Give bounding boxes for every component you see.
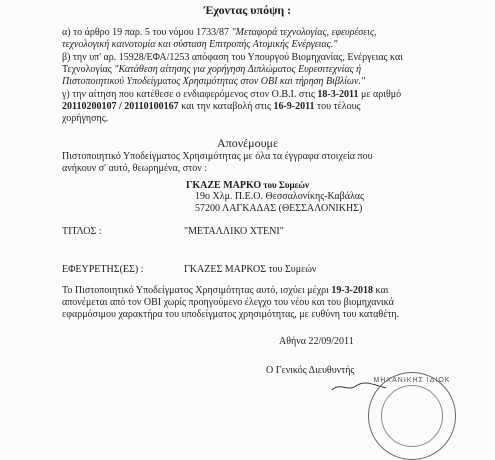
- consideration-b-line2: Τεχνολογίας "Κατάθεση αίτησης για χορήγηση Διπλώματος Ευρεσιτεχνίας ή: [62, 64, 362, 75]
- title-label: ΤΙΤΛΟΣ :: [62, 226, 102, 237]
- validity-line2: απονέμεται από τον ΟΒΙ χωρίς προηγούμενο έλεγχο του νέου και του βιομηχανικά: [62, 297, 394, 308]
- place-date: Αθήνα 22/09/2011: [279, 336, 354, 347]
- inventor-label: ΕΦΕΥΡΕΤΗΣ(ΕΣ) :: [62, 264, 144, 275]
- consideration-b-line3: Πιστοποιητικού Υποδείγματος Χρησιμότητας στον ΟΒΙ και τήρηση Βιβλίων.": [62, 76, 366, 87]
- inventor-value: ΓΚΑΖΕΣ ΜΑΡΚΟΣ του Συμεών: [184, 264, 317, 275]
- signatory-title: Ο Γενικός Διευθυντής: [266, 365, 355, 376]
- title-value: "ΜΕΤΑΛΛΙΚΟ ΧΤΕΝΙ": [184, 226, 284, 237]
- stamp-inner-ring: [381, 385, 443, 447]
- recipient-address-line2: 57200 ΛΑΓΚΑΔΑΣ (ΘΕΣΣΑΛΟΝΙΚΗΣ): [195, 203, 363, 214]
- award-heading: Απονέμουμε: [216, 136, 279, 150]
- award-line2: ανήκουν σ' αυτό, θεωρημένα, στον :: [62, 163, 208, 174]
- consideration-b: β) την υπ' αρ. 15928/ΕΦΑ/1253 απόφαση του Υπουργού Βιομηχανίας, Ενέργειας και: [62, 52, 403, 63]
- considerations-heading: Έχοντας υπόψη :: [203, 3, 292, 17]
- official-stamp: [368, 372, 456, 460]
- consideration-c-line3: χορήγησης.: [62, 113, 109, 124]
- application-date: 18-3-2011: [317, 89, 359, 100]
- validity-line3: εφαρμόσιμου χαρακτήρα του υποδείγματος χρησιμότητας, με ευθύνη του καταθέτη.: [62, 309, 400, 320]
- recipient-address-line1: 19ο Χλμ. Π.Ε.Ο. Θεσσαλονίκης-Καβάλας: [195, 191, 365, 202]
- consideration-c-line2: 20110200107 / 20110100167 και την καταβολή στις 16-9-2011 του τέλους: [62, 101, 361, 112]
- fee-payment-date: 16-9-2011: [273, 101, 315, 112]
- consideration-a-cont: τεχνολογική καινοτομία και σύσταση Επιτροπής Ατομικής Ενέργειας.": [62, 39, 338, 50]
- validity-line1: Το Πιστοποιητικό Υποδείγματος Χρησιμότητας αυτό, ισχύει μέχρι 19-3-2018 και: [62, 285, 389, 296]
- stamp-text: ΜΗΧΑΝΙΚΗΣ ΙΔΙΟΚ: [373, 377, 451, 384]
- award-line1: Πιστοποιητικό Υποδείγματος Χρησιμότητας με όλα τα έγγραφα στοιχεία που: [62, 151, 373, 162]
- consideration-c: γ) την αίτηση που κατέθεσε ο ενδιαφερόμενος στον Ο.Β.Ι. στις 18-3-2011 με αριθμό: [62, 89, 402, 100]
- recipient-name: ΓΚΑΖΕ ΜΑΡΚΟ του Συμεών: [186, 180, 310, 191]
- consideration-a: α) το άρθρο 19 παρ. 5 του νόμου 1733/87 "Μεταφορά τεχνολογίας, εφευρέσεις,: [62, 27, 377, 38]
- application-number: 20110200107 / 20110100167: [62, 101, 179, 112]
- validity-date: 19-3-2018: [331, 285, 374, 296]
